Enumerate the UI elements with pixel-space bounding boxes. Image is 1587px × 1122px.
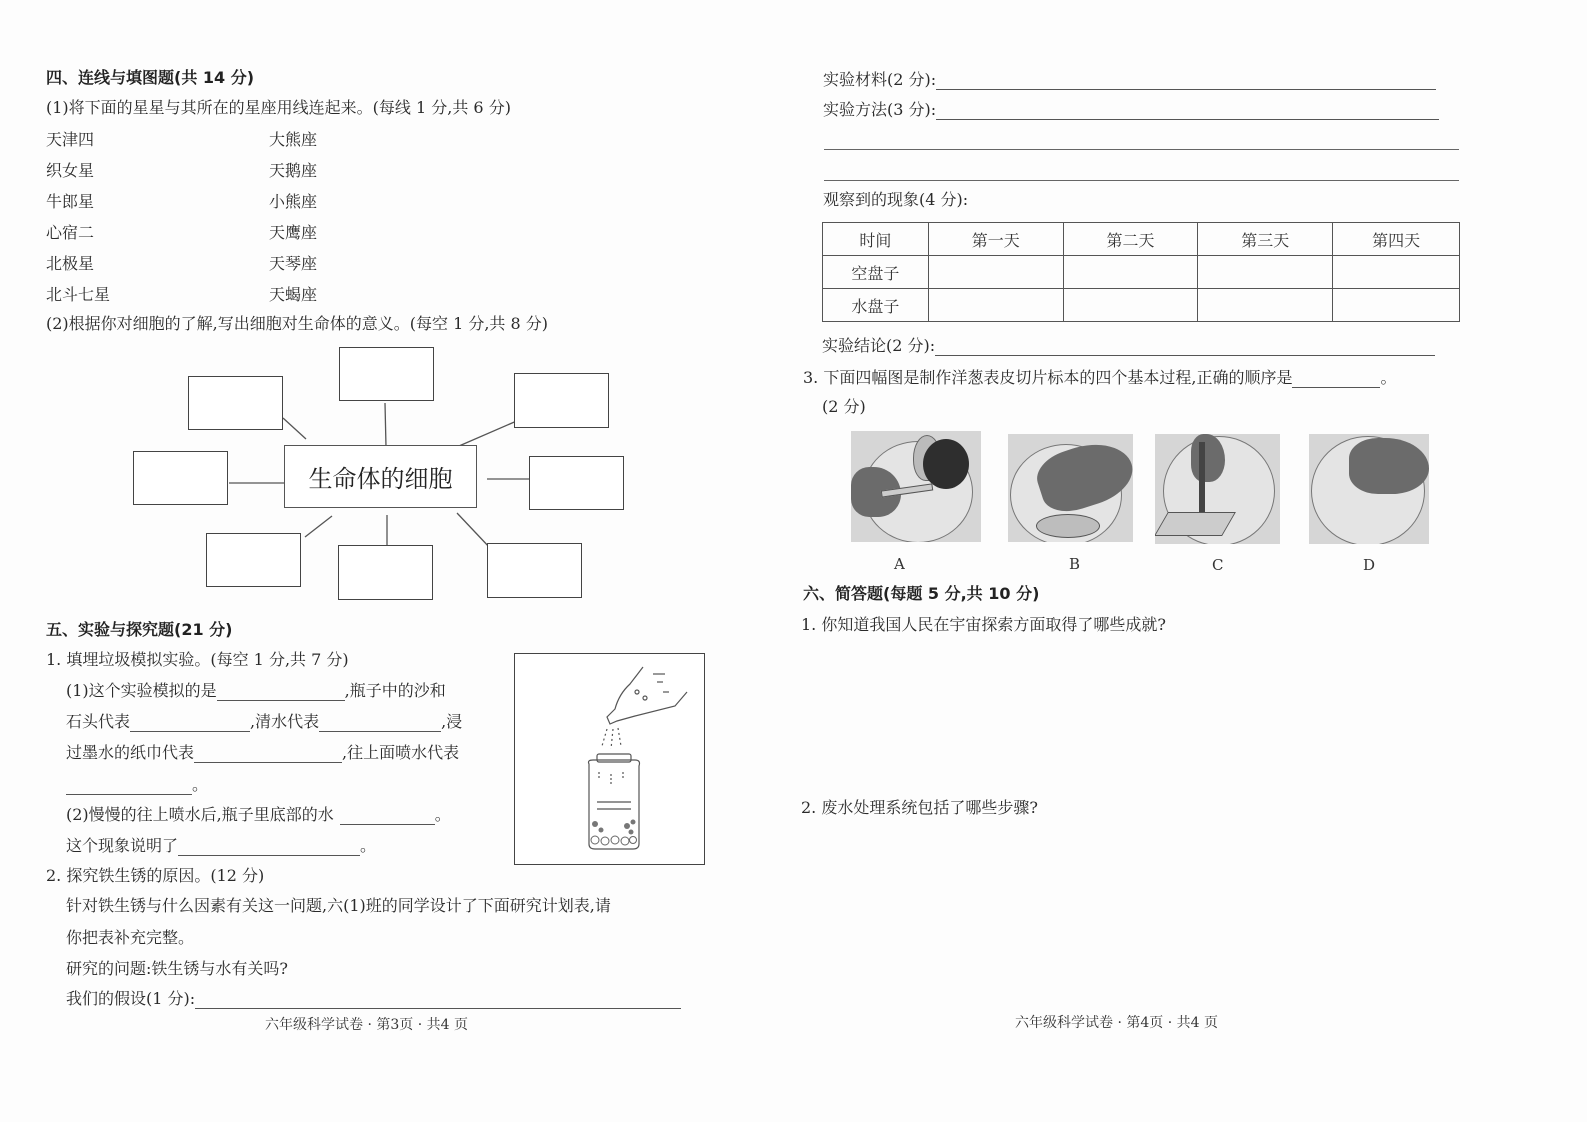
method-input-line-2[interactable]: [824, 149, 1459, 150]
section-4-title: 四、连线与填图题(共 14 分): [46, 68, 255, 87]
constellation-item[interactable]: 天鹰座: [269, 223, 318, 242]
image-label-b: B: [1069, 555, 1081, 573]
image-label-a: A: [894, 555, 905, 573]
method-input[interactable]: [936, 103, 1439, 120]
star-item[interactable]: 北斗七星: [46, 285, 111, 304]
table-cell[interactable]: [1333, 256, 1460, 289]
conclusion-row: 实验结论(2 分):: [822, 336, 1435, 356]
s5-q1-line5: (2)慢慢的往上喷水后,瓶子里底部的水 。: [66, 805, 451, 824]
blank-input[interactable]: [178, 839, 360, 856]
table-header: 第三天: [1198, 223, 1333, 256]
blank-input[interactable]: [319, 715, 441, 732]
s5-q2-intro-line1: 针对铁生锈与什么因素有关这一问题,六(1)班的同学设计了下面研究计划表,请: [66, 896, 611, 915]
row-label: 空盘子: [823, 256, 929, 289]
table-cell[interactable]: [1063, 256, 1198, 289]
table-cell[interactable]: [1198, 256, 1333, 289]
conclusion-input[interactable]: [935, 339, 1435, 356]
s5-q1-line4: 。: [66, 775, 208, 795]
s5-q1-line3: 过墨水的纸巾代表 ,往上面喷水代表: [66, 743, 460, 762]
star-item[interactable]: 北极星: [46, 254, 95, 273]
method-input-line-3[interactable]: [824, 180, 1459, 181]
star-item[interactable]: 织女星: [46, 161, 95, 180]
s6-q1: 1. 你知道我国人民在宇宙探索方面取得了哪些成就?: [801, 615, 1166, 634]
page-3-footer: 六年级科学试卷 · 第3页 · 共4 页: [265, 1017, 468, 1033]
center-label-box: 生命体的细胞: [284, 445, 477, 508]
answer-box-right[interactable]: [529, 456, 624, 510]
observation-table: [822, 222, 1460, 322]
table-row: [823, 256, 1460, 289]
answer-box-bottom[interactable]: [338, 545, 433, 600]
q3-row: 3. 下面四幅图是制作洋葱表皮切片标本的四个基本过程,正确的顺序是 。: [803, 368, 1397, 387]
q3-points: (2 分): [822, 397, 866, 416]
blank-input[interactable]: [194, 746, 342, 763]
table-header: 第二天: [1063, 223, 1198, 256]
blank-input[interactable]: [130, 715, 250, 732]
image-label-c: C: [1212, 556, 1224, 574]
observation-label: 观察到的现象(4 分):: [823, 190, 969, 209]
table-header-row: [823, 223, 1460, 256]
blank-input[interactable]: [66, 778, 192, 795]
constellation-item[interactable]: 大熊座: [269, 130, 318, 149]
table-row: [823, 289, 1460, 322]
constellation-item[interactable]: 小熊座: [269, 192, 318, 211]
answer-box-top-left[interactable]: [188, 376, 283, 430]
table-cell[interactable]: [928, 256, 1063, 289]
landfill-experiment-figure: [514, 653, 705, 865]
table-cell[interactable]: [1333, 289, 1460, 322]
order-input[interactable]: [1292, 371, 1380, 388]
method-row: 实验方法(3 分):: [823, 100, 1439, 120]
table-cell[interactable]: [1198, 289, 1333, 322]
table-cell[interactable]: [928, 289, 1063, 322]
s5-q2-question: 研究的问题:铁生锈与水有关吗?: [66, 959, 288, 978]
s5-q2-intro-line2: 你把表补充完整。: [66, 928, 195, 947]
image-b-peeling-onion-skin: [1008, 434, 1133, 542]
image-a-cutting-onion: [851, 431, 981, 542]
page-4-footer: 六年级科学试卷 · 第4页 · 共4 页: [1015, 1015, 1218, 1031]
answer-box-top-right[interactable]: [514, 373, 609, 428]
s6-q1-answer-area[interactable]: [801, 640, 1461, 790]
table-cell[interactable]: [1063, 289, 1198, 322]
constellation-item[interactable]: 天蝎座: [269, 285, 318, 304]
s5-q2-title: 2. 探究铁生锈的原因。(12 分): [46, 866, 265, 885]
bottle-jar-illustration-icon: [515, 654, 706, 866]
answer-box-bottom-left[interactable]: [206, 533, 301, 587]
blank-input[interactable]: [217, 684, 345, 701]
constellation-item[interactable]: 天琴座: [269, 254, 318, 273]
s5-q1-line6: 这个现象说明了 。: [66, 836, 377, 855]
table-header: 第一天: [928, 223, 1063, 256]
materials-row: 实验材料(2 分):: [823, 70, 1436, 90]
constellation-item[interactable]: 天鹅座: [269, 161, 318, 180]
image-label-d: D: [1363, 556, 1376, 574]
s5-q1-title: 1. 填埋垃圾模拟实验。(每空 1 分,共 7 分): [46, 650, 349, 669]
s6-q2-answer-area[interactable]: [801, 823, 1461, 998]
blank-input[interactable]: [340, 808, 435, 825]
section-6-title: 六、简答题(每题 5 分,共 10 分): [803, 584, 1040, 603]
hypothesis-input[interactable]: [195, 992, 681, 1009]
image-c-dropping-on-slide: [1155, 434, 1280, 544]
q1-prompt: (1)将下面的星星与其所在的星座用线连起来。(每线 1 分,共 6 分): [46, 98, 511, 117]
star-item[interactable]: 心宿二: [46, 223, 95, 242]
star-item[interactable]: 天津四: [46, 130, 95, 149]
section-5-title: 五、实验与探究题(21 分): [46, 620, 233, 639]
s6-q2: 2. 废水处理系统包括了哪些步骤?: [801, 798, 1038, 817]
image-d-placing-cover-slip: [1309, 434, 1429, 544]
s5-q1-line1: (1)这个实验模拟的是 ,瓶子中的沙和: [66, 681, 446, 700]
materials-input[interactable]: [936, 73, 1436, 90]
hypothesis-row: 我们的假设(1 分):: [66, 989, 681, 1009]
answer-box-top[interactable]: [339, 347, 434, 401]
table-header: 第四天: [1333, 223, 1460, 256]
answer-box-bottom-right[interactable]: [487, 543, 582, 598]
table-header: 时间: [823, 223, 929, 256]
answer-box-left[interactable]: [133, 451, 228, 505]
q2-prompt: (2)根据你对细胞的了解,写出细胞对生命体的意义。(每空 1 分,共 8 分): [46, 314, 549, 333]
s5-q1-line2: 石头代表 ,清水代表 ,浸: [66, 712, 463, 731]
star-item[interactable]: 牛郎星: [46, 192, 95, 211]
row-label: 水盘子: [823, 289, 929, 322]
